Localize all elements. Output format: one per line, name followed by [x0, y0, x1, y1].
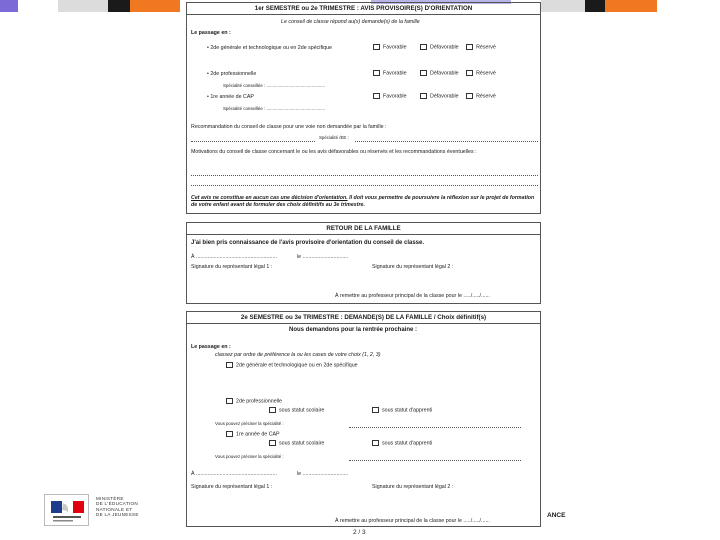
reserve-label: Réservé [476, 44, 496, 51]
statut-scolaire-cap [269, 440, 324, 446]
page-number: 2 / 3 [353, 529, 366, 536]
choice-2de-pro [226, 398, 282, 404]
signature-1-label: Signature du représentant légal 1 : [191, 484, 273, 490]
motivations-line[interactable] [191, 175, 538, 176]
checkbox[interactable] [420, 93, 427, 99]
specialite-conseillee-cap: Spécialité conseillée : ................................................ [223, 106, 325, 111]
option-2de-gt: • 2de générale et technologique ou en 2de spécifique [207, 45, 332, 51]
specialite-line-cap[interactable] [349, 460, 521, 461]
choice-2de-gt [226, 362, 358, 368]
retour-statement: J'ai bien pris connaissance de l'avis provisoire d'orientation du conseil de classe. [191, 240, 425, 246]
statut-label: sous statut scolaire [279, 440, 325, 447]
checkbox[interactable] [373, 93, 380, 99]
statut-label: sous statut d'apprenti [382, 407, 433, 414]
choice-label: 2de professionnelle [236, 398, 282, 405]
section-retour-famille [186, 222, 541, 304]
classez-instruction: classez par ordre de préférence la ou les cases de votre choix (1, 2, 3) [215, 352, 381, 358]
statut-label: sous statut scolaire [279, 407, 325, 414]
reserve-label: Réservé [476, 70, 496, 77]
checkbox[interactable] [269, 440, 276, 446]
lieu-field[interactable]: À ....................................................... [191, 254, 277, 260]
section3-subtitle: Nous demandons pour la rentrée prochaine : [289, 327, 418, 333]
checkbox[interactable] [466, 93, 473, 99]
checkbox[interactable] [269, 407, 276, 413]
favorable-label: Favorable [383, 44, 407, 51]
date-field[interactable]: le ............................... [297, 254, 349, 260]
defavorable-label: Défavorable [430, 70, 459, 77]
checkbox[interactable] [372, 407, 379, 413]
section3-title: 2e SEMESTRE ou 3e TRIMESTRE : DEMANDE(S) DE LA FAMILLE / Choix définitif(s) [187, 312, 540, 324]
checkbox[interactable] [373, 70, 380, 76]
avis-note [191, 195, 539, 209]
specialite-conseillee-pro: Spécialité conseillée : ................................................ [223, 83, 325, 88]
decor-gray-bar [541, 0, 585, 12]
passage-label: Le passage en : [191, 344, 231, 350]
signature-2-label: Signature du représentant légal 2 : [372, 484, 454, 490]
preciser-specialite-cap: Vous pouvez préciser la spécialité : [215, 454, 284, 459]
specialite-ee-label: Spécialité /EE : [319, 135, 349, 140]
checkbox[interactable] [226, 431, 233, 437]
option-2de-pro-choices [373, 70, 496, 76]
decor-black-block [585, 0, 605, 12]
checkbox[interactable] [466, 70, 473, 76]
ministere-label: MINISTÈRE DE L'ÉDUCATION NATIONALE ET DE LA JEUNESSE [96, 496, 139, 517]
specialite-line-pro[interactable] [349, 427, 521, 428]
signature-2-label: Signature du représentant légal 2 : [372, 264, 454, 270]
statut-apprenti-cap [372, 440, 432, 446]
checkbox[interactable] [226, 362, 233, 368]
avis-note-underlined: Cet avis ne constitue en aucun cas une décision d'orientation. [191, 195, 348, 201]
date-field[interactable]: le ............................... [297, 471, 349, 477]
decor-purple-block [0, 0, 18, 12]
decor-orange-block [605, 0, 657, 12]
lieu-field[interactable]: À ....................................................... [191, 471, 277, 477]
choice-label: 2de générale et technologique ou en 2de spécifique [236, 362, 358, 369]
specialite-ee-line[interactable] [355, 141, 538, 142]
statut-apprenti-pro [372, 407, 432, 413]
avis-note-rest: Il doit vous permettre de poursuivre la réflexion sur le projet de formation de votre enfant avant de formuler des choix définitifs au 3e trimestre. [191, 195, 535, 208]
ance-label: ANCE [547, 512, 566, 519]
recommandation-line[interactable] [191, 141, 315, 142]
reserve-label: Réservé [476, 93, 496, 100]
signature-1-label: Signature du représentant légal 1 : [191, 264, 273, 270]
marianne-icon [45, 495, 90, 527]
option-2de-gt-choices [373, 44, 496, 50]
passage-label: Le passage en : [191, 30, 231, 36]
section2-title: RETOUR DE LA FAMILLE [187, 223, 540, 235]
decor-black-block [108, 0, 130, 12]
checkbox[interactable] [420, 44, 427, 50]
preciser-specialite-pro: Vous pouvez préciser la spécialité : [215, 421, 284, 426]
checkbox[interactable] [466, 44, 473, 50]
section-avis-provisoire [186, 2, 541, 214]
choice-label: 1re année de CAP [236, 431, 280, 438]
checkbox[interactable] [372, 440, 379, 446]
checkbox[interactable] [226, 398, 233, 404]
checkbox[interactable] [373, 44, 380, 50]
motivations-label: Motivations du conseil de classe concernant le ou les avis défavorables ou réservés et les recommandations éventuelles : [191, 149, 477, 155]
motivations-line[interactable] [191, 185, 538, 186]
option-2de-pro: • 2de professionnelle [207, 71, 257, 77]
statut-label: sous statut d'apprenti [382, 440, 433, 447]
choice-cap [226, 431, 280, 437]
favorable-label: Favorable [383, 93, 407, 100]
section1-subtitle: Le conseil de classe répond au(x) demande(s) de la famille [281, 19, 420, 25]
statut-scolaire-pro [269, 407, 324, 413]
defavorable-label: Défavorable [430, 93, 459, 100]
decor-orange-block [130, 0, 180, 12]
option-cap-choices [373, 93, 496, 99]
section-demandes-famille [186, 311, 541, 527]
remettre-note: À remettre au professeur principal de la classe pour le ...../...../...... [335, 518, 490, 524]
favorable-label: Favorable [383, 70, 407, 77]
remettre-note: À remettre au professeur principal de la classe pour le ...../...../...... [335, 293, 490, 299]
marianne-logo [44, 494, 89, 526]
section1-title: 1er SEMESTRE ou 2e TRIMESTRE : AVIS PROVISOIRE(S) D'ORIENTATION [187, 3, 540, 15]
option-cap: • 1re année de CAP [207, 94, 254, 100]
defavorable-label: Défavorable [430, 44, 459, 51]
recommandation-label: Recommandation du conseil de classe pour une voie non demandée par la famille : [191, 124, 387, 130]
decor-gray-bar [58, 0, 108, 12]
checkbox[interactable] [420, 70, 427, 76]
